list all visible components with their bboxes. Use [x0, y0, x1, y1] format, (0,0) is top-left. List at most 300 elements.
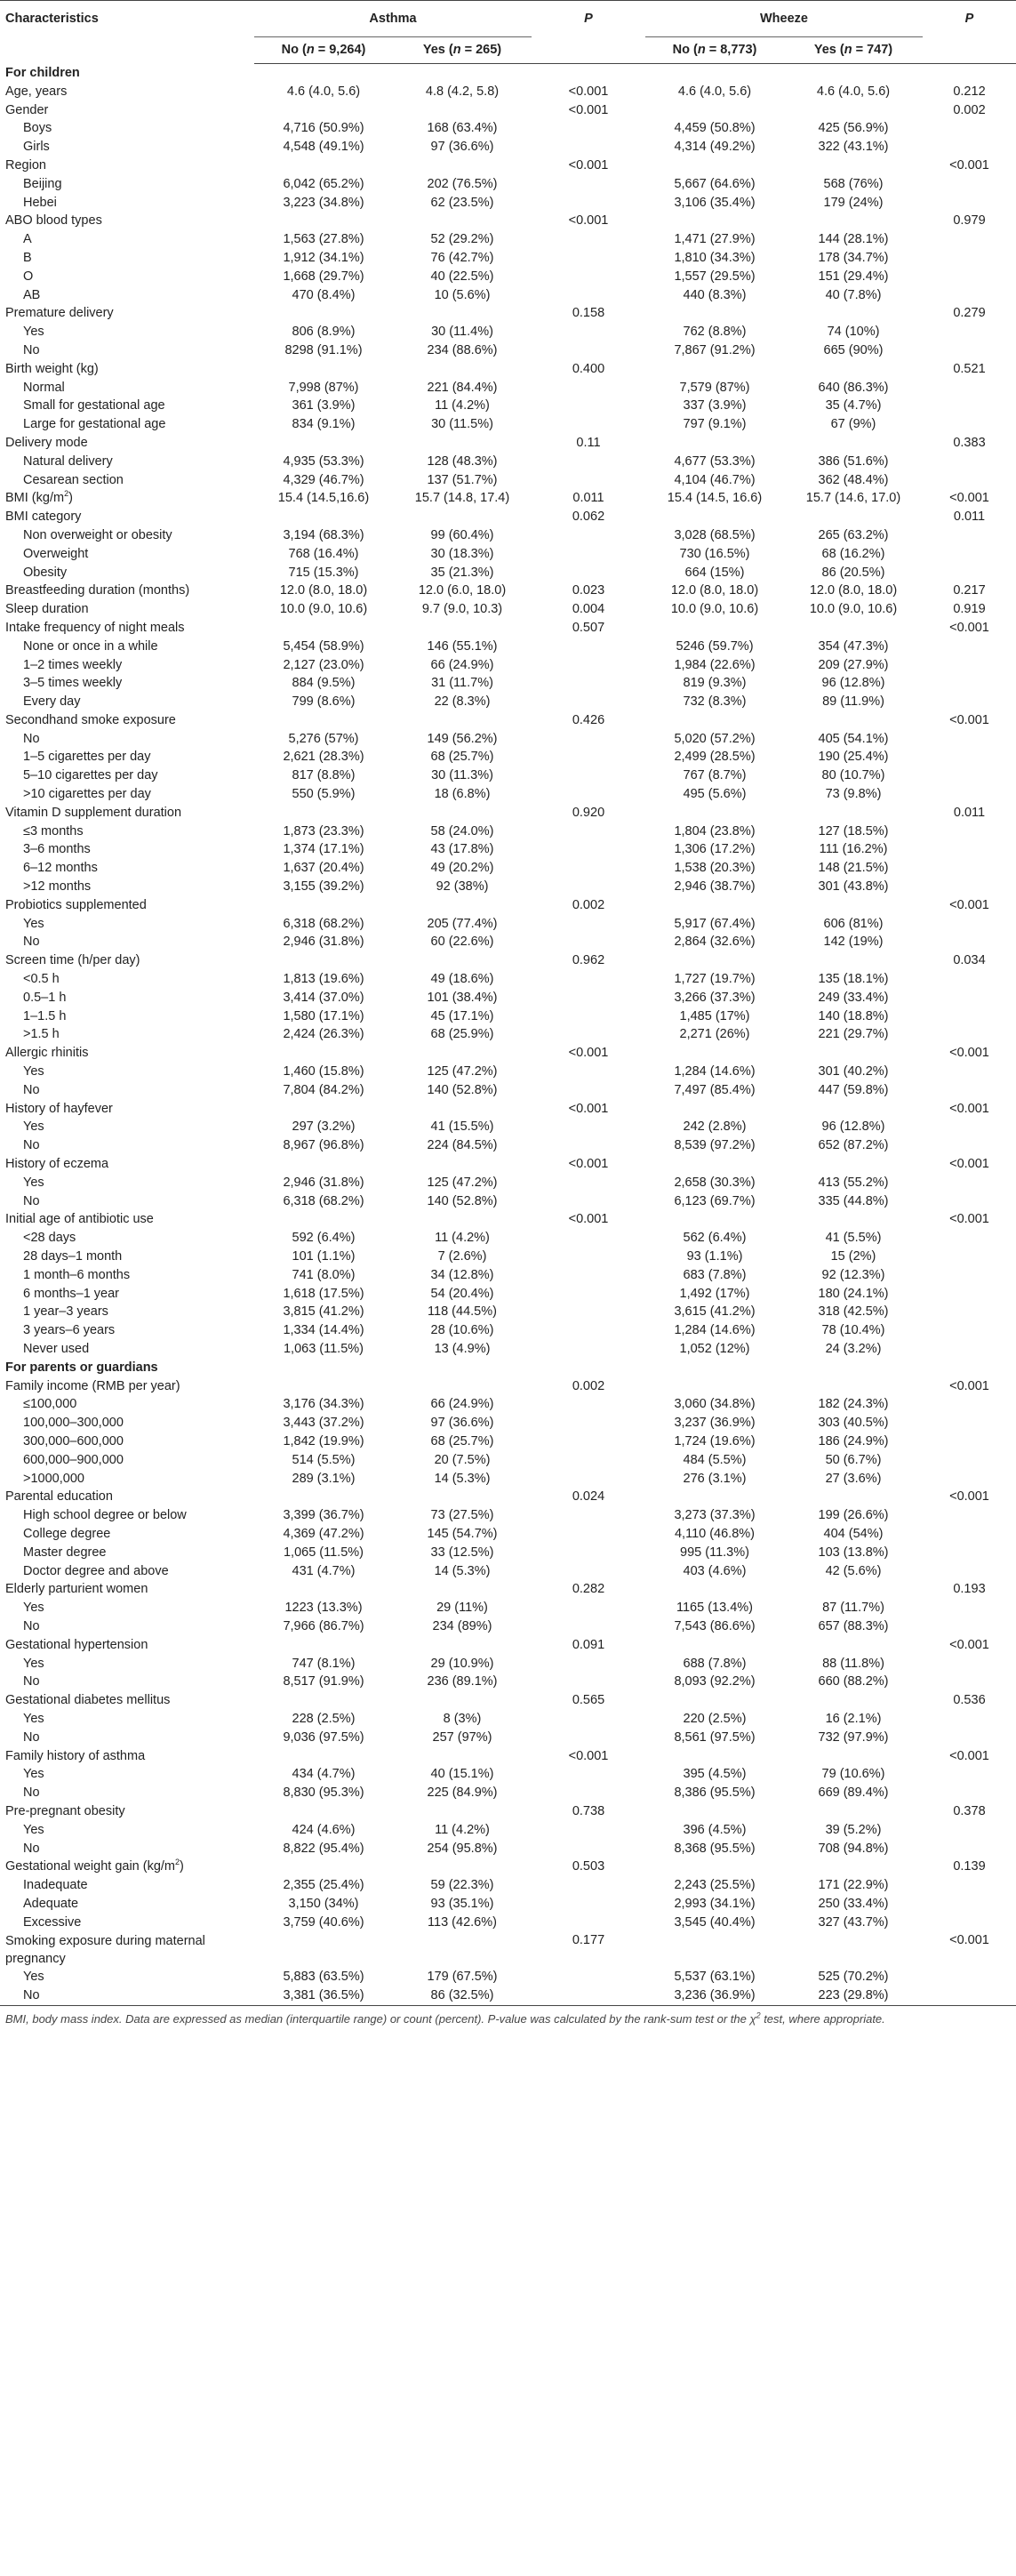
table-row — [0, 1821, 1016, 1840]
cell-asthma-no — [254, 1359, 393, 1377]
cell-asthma-yes — [393, 951, 532, 970]
category-label — [0, 1506, 254, 1525]
label-text: No — [23, 1841, 40, 1856]
cell-asthma-p: 0.282 — [572, 1582, 605, 1597]
cell-wheeze-p: 0.212 — [953, 84, 986, 99]
cell-asthma-yes — [393, 64, 532, 83]
variable-label — [0, 896, 254, 915]
label-text: Pre-pregnant obesity — [5, 1803, 125, 1818]
cell-asthma-yes: 179 (67.5%) — [427, 1970, 498, 1985]
cell-asthma-p — [532, 656, 645, 675]
cell-asthma-no: 2,621 (28.3%) — [283, 750, 364, 765]
category-label — [0, 785, 254, 804]
label-text-end: ) — [68, 491, 73, 506]
cell-asthma-no: 3,150 (34%) — [288, 1896, 359, 1911]
cell-wheeze-no: 2,243 (25.5%) — [674, 1878, 756, 1893]
category-label — [0, 1968, 254, 1986]
table-row — [0, 471, 1016, 490]
category-label — [0, 1840, 254, 1858]
cell-wheeze-no — [645, 1210, 784, 1229]
cell-wheeze-p — [923, 119, 1016, 138]
cell-asthma-yes: 92 (38%) — [436, 879, 489, 895]
cell-wheeze-no: 2,271 (26%) — [679, 1027, 750, 1042]
table-row — [0, 859, 1016, 878]
cell-asthma-no: 101 (1.1%) — [292, 1249, 356, 1264]
table-row — [0, 508, 1016, 526]
cell-asthma-no: 8,822 (95.4%) — [283, 1841, 364, 1856]
label-text: Yes — [23, 1064, 44, 1079]
label-text: Master degree — [23, 1545, 107, 1560]
cell-asthma-yes: 149 (56.2%) — [427, 731, 498, 746]
cell-wheeze-no: 1,538 (20.3%) — [674, 861, 756, 876]
cell-wheeze-no: 4,314 (49.2%) — [674, 140, 756, 155]
cell-wheeze-yes — [784, 1377, 923, 1396]
cell-asthma-no: 3,176 (34.3%) — [283, 1397, 364, 1412]
table-row — [0, 1931, 1016, 1968]
cell-asthma-yes: 40 (22.5%) — [430, 269, 494, 284]
cell-wheeze-no: 2,499 (28.5%) — [674, 750, 756, 765]
table-row — [0, 1321, 1016, 1340]
cell-asthma-p — [532, 1432, 645, 1451]
category-label — [0, 1192, 254, 1211]
cell-wheeze-no — [645, 1359, 784, 1377]
cell-wheeze-yes — [784, 508, 923, 526]
cell-asthma-no: 361 (3.9%) — [292, 398, 356, 413]
label-text: Birth weight (kg) — [5, 361, 99, 376]
cell-asthma-p — [532, 1673, 645, 1691]
category-label — [0, 1174, 254, 1192]
cell-wheeze-yes: 708 (94.8%) — [818, 1841, 889, 1856]
label-text: Age, years — [5, 84, 68, 99]
label-text: Cesarean section — [23, 472, 124, 487]
variable-label — [0, 304, 254, 323]
cell-asthma-p — [532, 1285, 645, 1304]
cell-asthma-p: <0.001 — [568, 1748, 609, 1763]
cell-asthma-p — [532, 175, 645, 194]
cell-asthma-no — [254, 360, 393, 379]
table-row — [0, 1673, 1016, 1691]
label-text: 300,000–600,000 — [23, 1433, 124, 1448]
cell-asthma-p — [532, 1544, 645, 1562]
cell-wheeze-p — [923, 564, 1016, 582]
table-row — [0, 1544, 1016, 1562]
label-text: 100,000–300,000 — [23, 1416, 124, 1431]
cell-wheeze-no: 2,993 (34.1%) — [674, 1896, 756, 1911]
cell-asthma-no: 1,580 (17.1%) — [283, 1008, 364, 1023]
cell-wheeze-no: 1,804 (23.8%) — [674, 823, 756, 839]
table-row — [0, 1377, 1016, 1396]
label-text: Beijing — [23, 176, 62, 191]
category-label — [0, 1266, 254, 1285]
cell-wheeze-yes: 652 (87.2%) — [818, 1138, 889, 1153]
category-label — [0, 674, 254, 693]
header-asthma-no: No (n = 9,264) — [254, 37, 393, 64]
label-text: Yes — [23, 1119, 44, 1135]
variable-label — [0, 101, 254, 120]
category-label — [0, 1414, 254, 1432]
table-row — [0, 138, 1016, 156]
cell-wheeze-yes: 127 (18.5%) — [818, 823, 889, 839]
table-row — [0, 1100, 1016, 1119]
cell-wheeze-yes: 199 (26.6%) — [818, 1508, 889, 1523]
cell-wheeze-p — [923, 1451, 1016, 1470]
variable-label — [0, 1747, 254, 1766]
table-row — [0, 619, 1016, 638]
category-label — [0, 323, 254, 341]
cell-wheeze-no: 4,104 (46.7%) — [674, 472, 756, 487]
cell-wheeze-p: 0.383 — [953, 435, 986, 450]
cell-wheeze-no: 1165 (13.4%) — [676, 1601, 753, 1616]
cell-asthma-yes: 22 (8.3%) — [434, 694, 491, 710]
category-label — [0, 1914, 254, 1932]
cell-wheeze-no — [645, 434, 784, 453]
variable-label — [0, 582, 254, 600]
header-wheeze-no: No (n = 8,773) — [645, 37, 784, 64]
category-label — [0, 878, 254, 896]
cell-wheeze-p — [923, 1174, 1016, 1192]
cell-wheeze-p: 0.034 — [953, 953, 986, 968]
cell-asthma-no: 1,460 (15.8%) — [283, 1064, 364, 1079]
header-blank-2 — [923, 37, 1016, 64]
label-text: Initial age of antibiotic use — [5, 1212, 154, 1227]
table-row — [0, 582, 1016, 600]
label-text: Breastfeeding duration (months) — [5, 583, 190, 598]
cell-asthma-no: 4,716 (50.9%) — [283, 121, 364, 136]
label-text: Premature delivery — [5, 306, 114, 321]
cell-wheeze-yes: 335 (44.8%) — [818, 1193, 889, 1208]
cell-wheeze-p: <0.001 — [949, 157, 989, 173]
cell-asthma-p — [532, 1710, 645, 1729]
cell-asthma-no: 5,276 (57%) — [288, 731, 359, 746]
cell-asthma-no — [254, 1488, 393, 1506]
cell-asthma-yes: 34 (12.8%) — [430, 1267, 494, 1282]
cell-asthma-p: <0.001 — [568, 1046, 609, 1061]
category-label — [0, 1340, 254, 1359]
cell-asthma-p: 0.024 — [572, 1489, 605, 1505]
label-superscript: 2 — [64, 489, 69, 499]
table-row — [0, 249, 1016, 268]
cell-asthma-yes: 11 (4.2%) — [435, 1822, 490, 1837]
cell-wheeze-yes: 144 (28.1%) — [818, 232, 889, 247]
cell-asthma-yes: 30 (18.3%) — [430, 546, 494, 561]
cell-asthma-no: 5,454 (58.9%) — [283, 638, 364, 654]
table-row — [0, 840, 1016, 859]
cell-wheeze-no: 5,537 (63.1%) — [674, 1970, 756, 1985]
cell-wheeze-yes: 171 (22.9%) — [818, 1878, 889, 1893]
cell-wheeze-yes: 301 (40.2%) — [818, 1064, 889, 1079]
cell-wheeze-p: 0.011 — [953, 805, 986, 820]
cell-wheeze-yes: 447 (59.8%) — [818, 1082, 889, 1097]
category-label — [0, 638, 254, 656]
cell-asthma-no: 806 (8.9%) — [292, 325, 356, 340]
cell-asthma-yes: 14 (5.3%) — [434, 1471, 491, 1486]
cell-asthma-p — [532, 748, 645, 766]
cell-asthma-no: 1,063 (11.5%) — [283, 1341, 364, 1356]
category-label — [0, 1765, 254, 1784]
cell-asthma-yes — [393, 1155, 532, 1174]
category-label — [0, 526, 254, 545]
cell-wheeze-no: 1,052 (12%) — [679, 1341, 750, 1356]
cell-asthma-yes: 43 (17.8%) — [430, 842, 494, 857]
cell-asthma-p — [532, 1118, 645, 1136]
table-body — [0, 64, 1016, 2006]
cell-asthma-yes: 234 (89%) — [432, 1618, 492, 1633]
cell-asthma-p — [532, 379, 645, 397]
category-label — [0, 379, 254, 397]
cell-wheeze-no: 4,677 (53.3%) — [674, 453, 756, 469]
variable-label — [0, 156, 254, 175]
cell-asthma-p — [532, 1321, 645, 1340]
cell-wheeze-p: <0.001 — [949, 712, 989, 727]
cell-asthma-p — [532, 138, 645, 156]
table-row — [0, 1007, 1016, 1026]
cell-asthma-no — [254, 212, 393, 230]
cell-asthma-yes: 7 (2.6%) — [437, 1249, 487, 1264]
cell-wheeze-p — [923, 1118, 1016, 1136]
cell-asthma-no: 4,369 (47.2%) — [283, 1526, 364, 1541]
cell-wheeze-no: 1,284 (14.6%) — [674, 1323, 756, 1338]
cell-asthma-no: 7,998 (87%) — [288, 380, 359, 395]
cell-wheeze-no: 12.0 (8.0, 18.0) — [670, 583, 759, 598]
header-asthma-yes: Yes (n = 265) — [393, 37, 532, 64]
label-text: No — [23, 1674, 40, 1689]
cell-wheeze-yes: 209 (27.9%) — [818, 657, 889, 672]
label-text: Parental education — [5, 1489, 113, 1505]
cell-wheeze-yes: 10.0 (9.0, 10.6) — [809, 602, 898, 617]
cell-wheeze-no: 3,237 (36.9%) — [674, 1416, 756, 1431]
cell-asthma-yes — [393, 896, 532, 915]
cell-asthma-yes — [393, 304, 532, 323]
cell-asthma-yes — [393, 360, 532, 379]
category-label — [0, 1876, 254, 1895]
label-text: 1 year–3 years — [23, 1304, 108, 1320]
cell-asthma-no — [254, 304, 393, 323]
cell-asthma-p — [532, 970, 645, 989]
cell-asthma-yes: 97 (36.6%) — [430, 1416, 494, 1431]
table-row — [0, 1784, 1016, 1802]
cell-asthma-yes — [393, 212, 532, 230]
cell-asthma-p — [532, 341, 645, 360]
label-text: High school degree or below — [23, 1508, 187, 1523]
cell-wheeze-yes: 142 (19%) — [823, 935, 884, 950]
cell-wheeze-p: 0.011 — [953, 510, 986, 525]
cell-asthma-no — [254, 1580, 393, 1599]
cell-wheeze-no: 1,471 (27.9%) — [674, 232, 756, 247]
cell-wheeze-p — [923, 1895, 1016, 1914]
cell-wheeze-yes: 88 (11.8%) — [822, 1656, 884, 1671]
cell-wheeze-yes: 568 (76%) — [823, 176, 884, 191]
label-text: Yes — [23, 916, 44, 931]
cell-asthma-yes: 66 (24.9%) — [430, 1397, 494, 1412]
cell-wheeze-no: 5246 (59.7%) — [676, 638, 754, 654]
cell-wheeze-no: 7,579 (87%) — [679, 380, 750, 395]
cell-wheeze-yes: 103 (13.8%) — [818, 1545, 889, 1560]
section-row — [0, 64, 1016, 83]
cell-asthma-no: 2,127 (23.0%) — [283, 657, 364, 672]
label-text: Yes — [23, 1711, 44, 1726]
cell-wheeze-yes: 89 (11.9%) — [822, 694, 884, 710]
cell-wheeze-no: 1,492 (17%) — [679, 1286, 750, 1301]
label-text: >10 cigarettes per day — [23, 787, 151, 802]
table-row — [0, 1562, 1016, 1581]
cell-asthma-p: 0.738 — [572, 1803, 605, 1818]
cell-wheeze-p — [923, 1007, 1016, 1026]
cell-asthma-yes: 9.7 (9.0, 10.3) — [421, 602, 503, 617]
cell-asthma-p — [532, 1617, 645, 1636]
cell-asthma-no: 7,966 (86.7%) — [283, 1618, 364, 1633]
cell-asthma-p — [532, 268, 645, 286]
cell-wheeze-no: 819 (9.3%) — [683, 676, 747, 691]
variable-label-line1: Smoking exposure during maternal — [5, 1933, 205, 1948]
cell-wheeze-p — [923, 1914, 1016, 1932]
category-label — [0, 564, 254, 582]
category-label — [0, 1617, 254, 1636]
cell-asthma-p — [532, 1914, 645, 1932]
label-text: For parents or guardians — [5, 1360, 158, 1375]
cell-wheeze-yes: 74 (10%) — [827, 325, 880, 340]
cell-wheeze-p: <0.001 — [949, 1212, 989, 1227]
cell-asthma-no: 4,935 (53.3%) — [283, 453, 364, 469]
cell-wheeze-no: 15.4 (14.5, 16.6) — [667, 491, 763, 506]
cell-asthma-yes — [393, 101, 532, 120]
label-text: Delivery mode — [5, 435, 88, 450]
cell-wheeze-no: 1,557 (29.5%) — [674, 269, 756, 284]
category-label — [0, 1395, 254, 1414]
cell-wheeze-p: 0.002 — [953, 102, 986, 117]
cell-wheeze-p — [923, 1840, 1016, 1858]
cell-asthma-no: 470 (8.4%) — [292, 287, 356, 302]
cell-asthma-p — [532, 1451, 645, 1470]
cell-asthma-yes — [393, 1100, 532, 1119]
variable-label — [0, 1100, 254, 1119]
cell-wheeze-p — [923, 1673, 1016, 1691]
cell-wheeze-yes — [784, 1100, 923, 1119]
cell-asthma-no — [254, 1858, 393, 1876]
cell-asthma-no: 1,873 (23.3%) — [283, 823, 364, 839]
cell-asthma-no — [254, 101, 393, 120]
cell-asthma-p — [532, 1840, 645, 1858]
category-label — [0, 249, 254, 268]
cell-wheeze-no: 995 (11.3%) — [680, 1545, 749, 1560]
table-row — [0, 970, 1016, 989]
category-label — [0, 1451, 254, 1470]
table-row — [0, 693, 1016, 711]
category-label — [0, 1321, 254, 1340]
cell-asthma-no: 550 (5.9%) — [292, 787, 356, 802]
cell-wheeze-yes: 27 (3.6%) — [825, 1471, 882, 1486]
label-text: A — [23, 232, 32, 247]
category-label — [0, 823, 254, 841]
cell-wheeze-p — [923, 933, 1016, 951]
cell-asthma-p — [532, 1248, 645, 1266]
table-row — [0, 1968, 1016, 1986]
cell-asthma-no: 6,318 (68.2%) — [283, 1193, 364, 1208]
variable-label — [0, 1802, 254, 1821]
table-row — [0, 1063, 1016, 1081]
table-row — [0, 1395, 1016, 1414]
cell-asthma-yes — [393, 619, 532, 638]
cell-wheeze-yes — [784, 64, 923, 83]
category-label — [0, 1007, 254, 1026]
label-text: <28 days — [23, 1231, 76, 1246]
cell-asthma-no: 514 (5.5%) — [292, 1452, 356, 1467]
cell-asthma-p — [532, 674, 645, 693]
cell-asthma-p — [532, 693, 645, 711]
table-row — [0, 989, 1016, 1007]
category-label — [0, 1821, 254, 1840]
cell-asthma-yes: 97 (36.6%) — [430, 140, 494, 155]
cell-wheeze-yes: 265 (63.2%) — [818, 527, 889, 542]
cell-asthma-yes — [393, 1691, 532, 1710]
cell-wheeze-p — [923, 693, 1016, 711]
table-row — [0, 415, 1016, 434]
cell-asthma-no: 8,517 (91.9%) — [283, 1674, 364, 1689]
cell-wheeze-yes — [784, 1044, 923, 1063]
cell-wheeze-no: 1,724 (19.6%) — [674, 1433, 756, 1448]
cell-asthma-no: 10.0 (9.0, 10.6) — [279, 602, 368, 617]
cell-asthma-yes — [393, 508, 532, 526]
cell-wheeze-p — [923, 1729, 1016, 1747]
cell-wheeze-no — [645, 1636, 784, 1655]
cell-asthma-no: 431 (4.7%) — [292, 1563, 356, 1578]
label-text: B — [23, 250, 32, 265]
cell-asthma-yes — [393, 1210, 532, 1229]
category-label — [0, 1081, 254, 1100]
label-text: 5–10 cigarettes per day — [23, 768, 158, 783]
cell-wheeze-p — [923, 230, 1016, 249]
cell-wheeze-p: <0.001 — [949, 1046, 989, 1061]
cell-asthma-p — [532, 878, 645, 896]
cell-asthma-no: 6,042 (65.2%) — [283, 176, 364, 191]
cell-wheeze-p — [923, 1359, 1016, 1377]
cell-asthma-p — [532, 730, 645, 749]
cell-asthma-p — [532, 526, 645, 545]
cell-asthma-no: 4.6 (4.0, 5.6) — [286, 84, 361, 99]
cell-wheeze-yes: 15.7 (14.6, 17.0) — [805, 491, 901, 506]
cell-wheeze-no: 1,485 (17%) — [679, 1008, 750, 1023]
cell-asthma-yes: 15.7 (14.8, 17.4) — [414, 491, 510, 506]
cell-wheeze-p — [923, 64, 1016, 83]
cell-asthma-p — [532, 1876, 645, 1895]
cell-wheeze-no: 8,561 (97.5%) — [674, 1729, 756, 1745]
cell-wheeze-p — [923, 1655, 1016, 1673]
cell-wheeze-p — [923, 526, 1016, 545]
label-text: Non overweight or obesity — [23, 527, 172, 542]
cell-asthma-yes — [393, 1488, 532, 1506]
variable-label — [0, 600, 254, 619]
cell-asthma-no — [254, 1802, 393, 1821]
cell-wheeze-yes: 41 (5.5%) — [825, 1231, 882, 1246]
cell-asthma-p — [532, 638, 645, 656]
label-text: 6–12 months — [23, 861, 98, 876]
label-text: O — [23, 269, 34, 284]
cell-wheeze-yes: 15 (2%) — [830, 1249, 876, 1264]
table-row — [0, 1691, 1016, 1710]
cell-asthma-p — [532, 1562, 645, 1581]
cell-wheeze-p — [923, 638, 1016, 656]
cell-asthma-p — [532, 859, 645, 878]
cell-asthma-no — [254, 64, 393, 83]
cell-asthma-yes: 101 (38.4%) — [427, 990, 498, 1005]
cell-wheeze-p: <0.001 — [949, 1489, 989, 1505]
cell-asthma-p: <0.001 — [568, 1212, 609, 1227]
cell-asthma-p — [532, 1821, 645, 1840]
category-label — [0, 656, 254, 675]
cell-asthma-yes: 68 (25.9%) — [430, 1027, 494, 1042]
cell-wheeze-p: <0.001 — [949, 491, 989, 506]
cell-asthma-no: 4,329 (46.7%) — [283, 472, 364, 487]
cell-asthma-yes: 49 (18.6%) — [430, 972, 494, 987]
